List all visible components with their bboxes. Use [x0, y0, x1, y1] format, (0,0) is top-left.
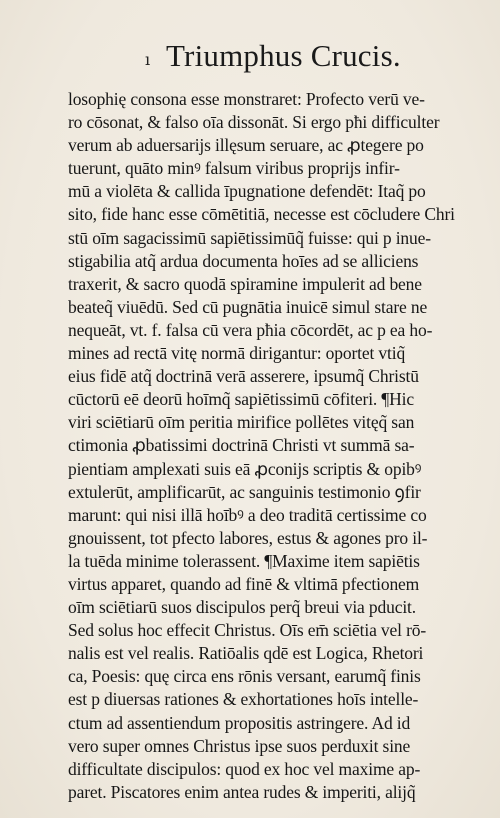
text-line: losophię consona esse monstraret: Profecto verū ve- [68, 89, 425, 109]
text-line: mines ad rectā vitę normā dirigantur: oportet vtiq̃ [68, 343, 406, 364]
text-line: virtus apparet, quando ad finē & vltimā pfectionem [68, 573, 420, 594]
text-line: paret. Piscatores enim antea rudes & imperiti, alijq̃ [68, 781, 416, 802]
text-line: est p diuersas rationes & exhortationes hoīs intelle- [68, 689, 419, 710]
text-line: difficultate discipulos: quod ex hoc vel maxime ap- [68, 758, 421, 779]
text-line: vero super omnes Christus ipse suos perduxit sine [68, 735, 411, 756]
text-line: extulerūt, amplificarūt, ac sanguinis testimonio ꝯfir [68, 481, 421, 502]
text-line: sito, fide hanc esse cōmētitiā, necesse est cōcludere Chri [68, 204, 455, 225]
text-line: marunt: qui nisi illā hoībꝰ a deo traditā certissime co [68, 504, 427, 525]
text-block [68, 88, 480, 804]
text-line: nequeāt, vt. f. falsa cū vera pħia cōcordēt, ac p ea ho- [68, 319, 433, 340]
text-line: ro cōsonat, & falso oīa dissonāt. Si ergo pħi difficulter [68, 112, 440, 133]
text-line: gnouissent, tot pfecto labores, estus & agones pro il- [68, 527, 428, 548]
text-line: stigabilia atq̃ ardua documenta hoīes ad se alliciens [68, 250, 419, 271]
text-line: traxerit, & sacro quodā spiramine impulerit ad bene [68, 273, 422, 294]
text-line: verum ab aduersarijs illęsum seruare, ac ꝓtegere po [68, 135, 424, 156]
text-line: la tuēda minime tolerassent. ¶Maxime item sapiētis [68, 550, 420, 571]
running-title: Triumphus Crucis. [166, 38, 401, 73]
section-mark: ı [145, 50, 151, 69]
text-line: beateq̃ viuēdū. Sed cū pugnātia inuicē simul stare ne [68, 296, 428, 317]
text-line: ctimonia ꝓbatissimi doctrinā Christi vt summā sa- [68, 435, 415, 456]
text-line: viri sciētiarū oīm peritia mirifice pollētes vitęq̃ san [68, 412, 415, 433]
text-line: ctum ad assentiendum propositis astringere. Ad id [68, 712, 411, 733]
text-line: mū a violēta & callida īpugnatione defendēt: Itaq̃ po [68, 181, 426, 202]
page-header [0, 38, 500, 78]
text-line: tuerunt, quāto minꝰ falsum viribus proprijs infir- [68, 158, 400, 179]
text-line: eius fidē atq̃ doctrinā verā asserere, ipsumq̃ Christū [68, 366, 419, 387]
text-line: stū oīm sagacissimū sapiētissimūq̃ fuisse: qui p inue- [68, 227, 431, 248]
text-line: pientiam amplexati suis eā ꝓconijs scriptis & opibꝰ [68, 458, 422, 479]
text-line: nalis est vel realis. Ratiōalis qdē est Logica, Rhetori [68, 643, 424, 664]
text-line: Sed solus hoc effecit Christus. Oīs em̄ sciētia vel rō- [68, 620, 427, 641]
text-line: ca, Poesis: quę circa ens rōnis versant, earumq̃ finis [68, 666, 421, 687]
text-line: cūctorū eē deorū hoīmq̃ sapiētissimū cōfiteri. ¶Hic [68, 389, 414, 410]
text-line: oīm sciētiarū suos discipulos perq̃ breui via pducit. [68, 597, 416, 618]
